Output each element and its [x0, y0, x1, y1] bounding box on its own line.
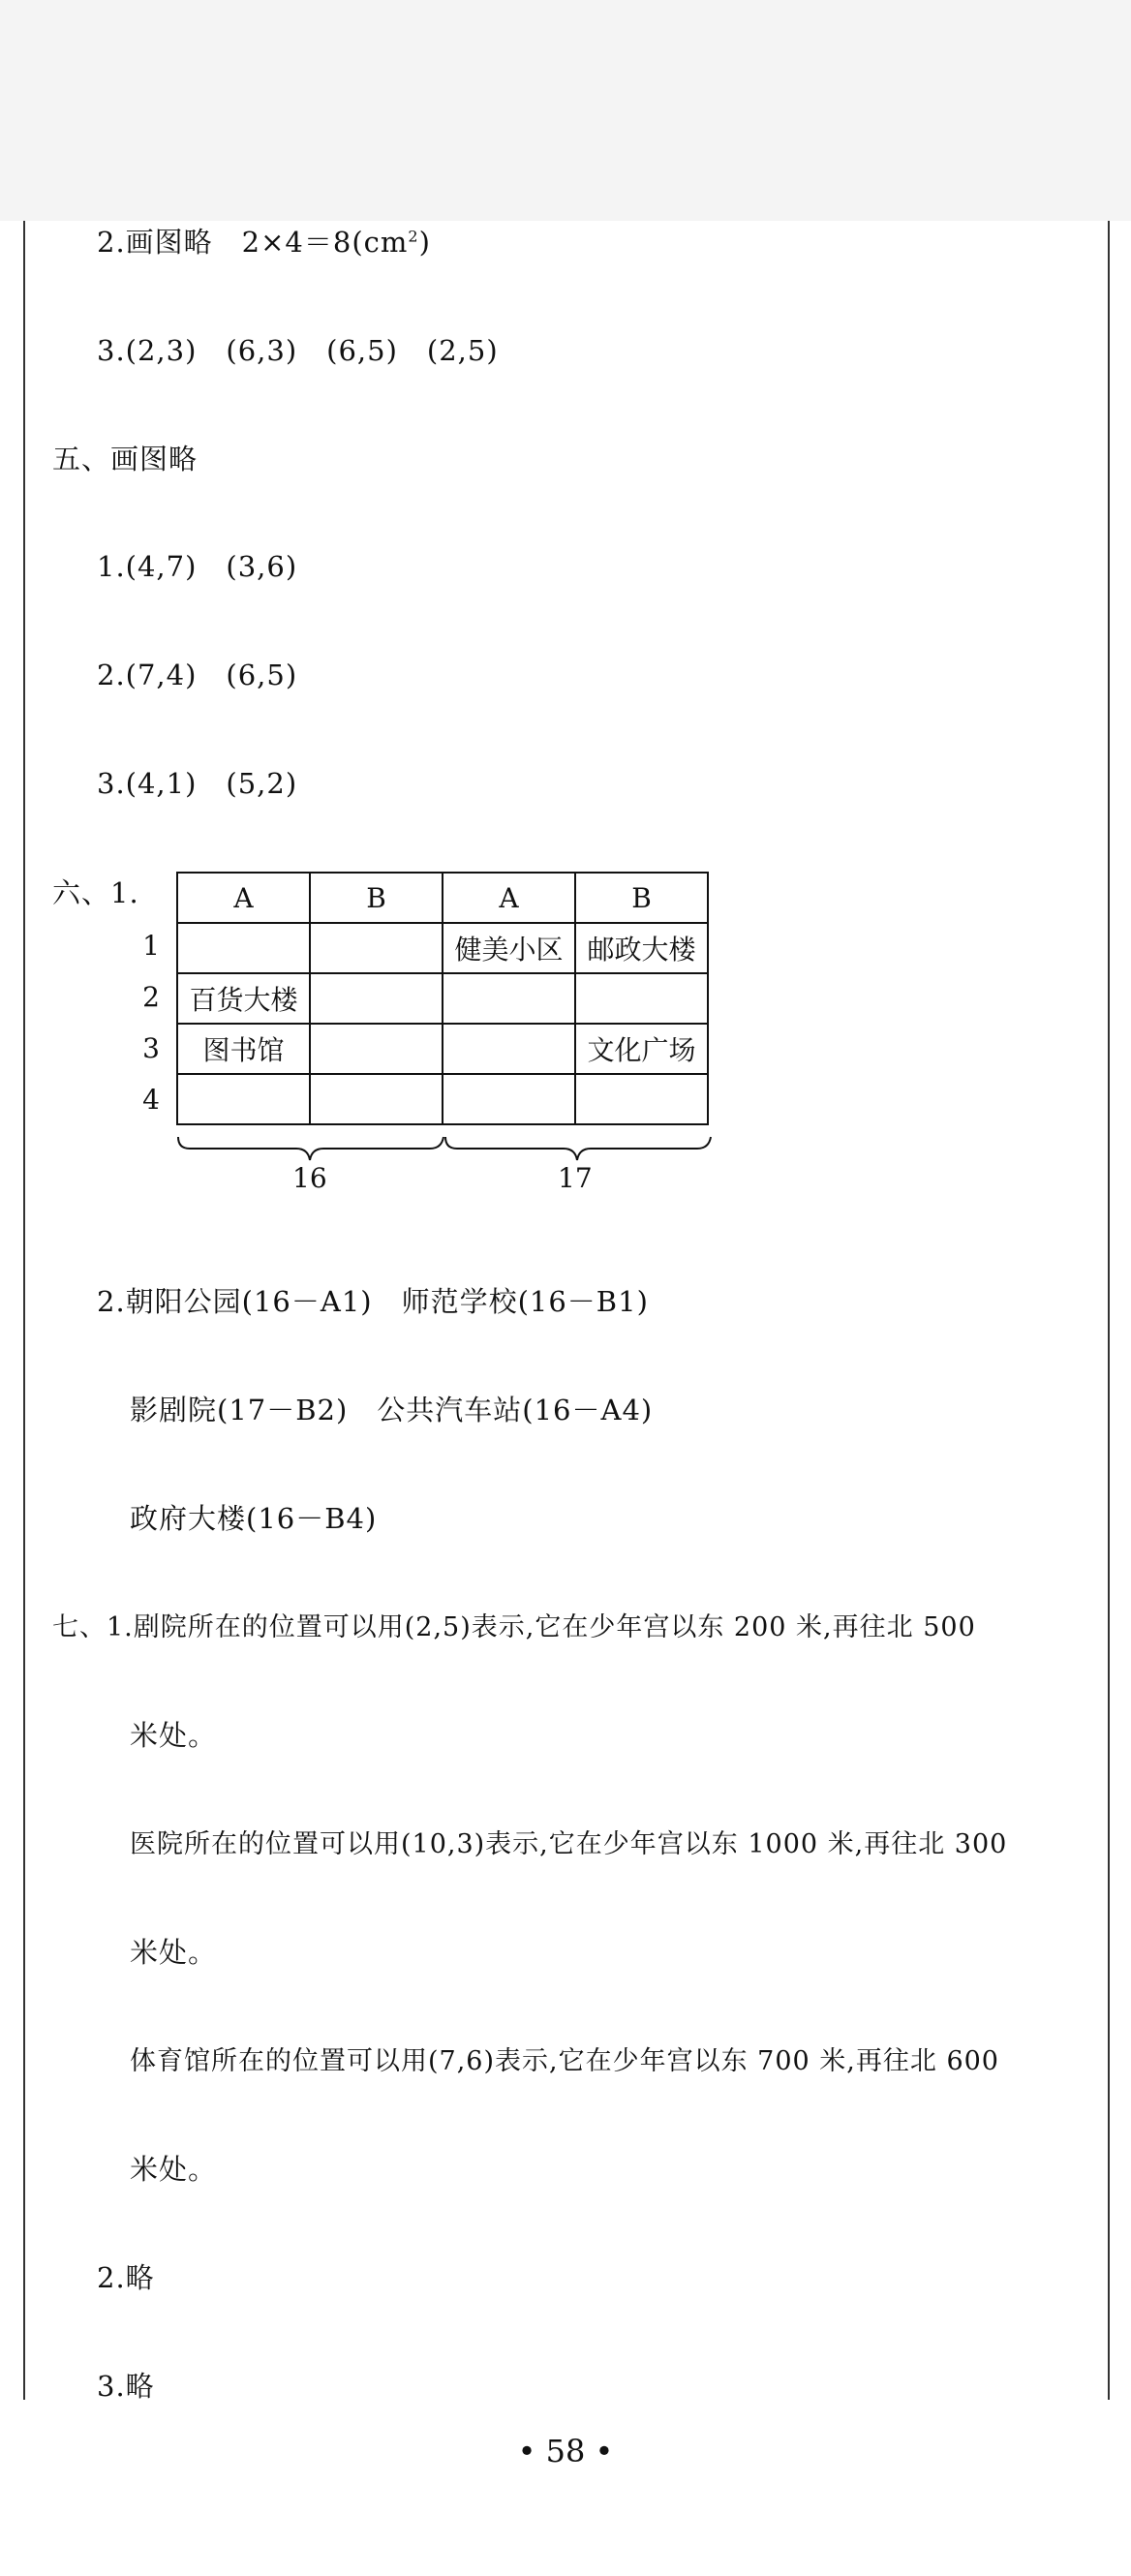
answer-line: 政府大楼(16－B4)	[130, 1502, 378, 1535]
answer-line: 影剧院(17－B2) 公共汽车站(16－A4)	[130, 1394, 654, 1426]
table-cell	[310, 1074, 443, 1124]
answer-line: 米处。	[130, 2153, 218, 2186]
table-cell	[310, 923, 443, 973]
table-cell: 文化广场	[575, 1024, 708, 1074]
location-table	[176, 872, 709, 1125]
table-header-cell: A	[443, 873, 575, 923]
table-header-cell: A	[177, 873, 310, 923]
table-row	[177, 1024, 708, 1074]
group-label: 16	[292, 1162, 327, 1194]
group-label: 17	[558, 1162, 593, 1194]
answer-line: 米处。	[130, 1936, 218, 1969]
right-border	[1108, 221, 1110, 2400]
row-label: 3	[142, 1032, 160, 1064]
table-header-cell: B	[575, 873, 708, 923]
table-cell: 百货大楼	[177, 973, 310, 1024]
section-heading: 五、画图略	[52, 443, 199, 475]
table-cell	[443, 1024, 575, 1074]
table-cell	[177, 1074, 310, 1124]
answer-line: 3.略	[97, 2370, 155, 2403]
table-cell	[177, 923, 310, 973]
table-header-row	[177, 873, 708, 923]
row-label: 2	[142, 981, 160, 1013]
table-cell: 邮政大楼	[575, 923, 708, 973]
answer-line: 七、1.剧院所在的位置可以用(2,5)表示,它在少年宫以东 200 米,再往北 500	[52, 1612, 976, 1642]
answer-line: 3.(4,1) (5,2)	[97, 767, 298, 800]
table-row	[177, 1074, 708, 1124]
answer-line: 2.画图略 $2\times 4=8(cm^2)$	[97, 226, 431, 259]
answer-line: 体育馆所在的位置可以用(7,6)表示,它在少年宫以东 700 米,再往北 600	[130, 2046, 999, 2076]
answer-line: 2.朝阳公园(16－A1) 师范学校(16－B1)	[97, 1285, 649, 1318]
top-margin	[0, 0, 1131, 221]
table-cell: 图书馆	[177, 1024, 310, 1074]
table-row	[177, 923, 708, 973]
answer-line: 2.(7,4) (6,5)	[97, 659, 298, 691]
group-brace	[176, 1135, 718, 1164]
table-cell	[575, 1074, 708, 1124]
row-label: 4	[142, 1084, 160, 1116]
table-cell	[575, 973, 708, 1024]
table-cell	[310, 1024, 443, 1074]
section-heading: 六、1.	[52, 876, 139, 909]
answer-line: 3.(2,3) (6,3) (6,5) (2,5)	[97, 334, 499, 367]
answer-line: 2.略	[97, 2261, 155, 2294]
table-cell: 健美小区	[443, 923, 575, 973]
page-number: • 58 •	[517, 2433, 614, 2469]
table-row	[177, 973, 708, 1024]
answer-line: 1.(4,7) (3,6)	[97, 550, 298, 583]
table-header-cell: B	[310, 873, 443, 923]
left-border	[23, 221, 25, 2400]
answer-line: 米处。	[130, 1719, 218, 1752]
table-cell	[443, 973, 575, 1024]
answer-line: 医院所在的位置可以用(10,3)表示,它在少年宫以东 1000 米,再往北 300	[130, 1829, 1008, 1859]
row-label: 1	[142, 930, 160, 962]
table-cell	[310, 973, 443, 1024]
table-cell	[443, 1074, 575, 1124]
